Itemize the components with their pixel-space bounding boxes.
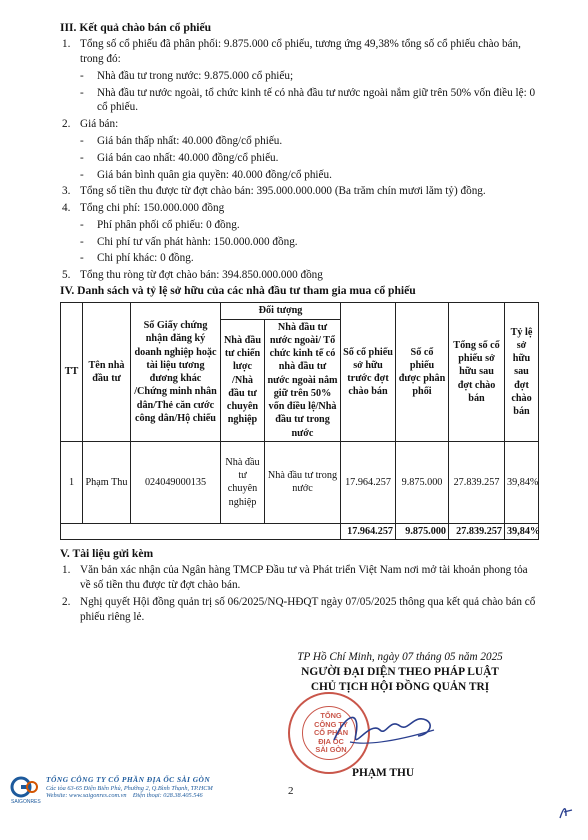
footer-contact: Website: www.saigonres.com.vn Điện thoại: 028.38.405.546 [46, 792, 203, 800]
col-header-ratio: Tỷ lệ sở hữu sau đợt chào bán [505, 303, 539, 442]
company-logo-icon [10, 776, 42, 804]
total-after: 27.839.257 [449, 523, 505, 539]
initial-mark-icon [556, 802, 576, 822]
sub-item: - Chi phí khác: 0 đồng. [80, 252, 194, 265]
col-header-before: Số cổ phiếu sở hữu trước đợt chào bán [341, 303, 396, 442]
footer-text [46, 776, 266, 800]
list-item: 5. Tổng thu ròng từ đợt chào bán: 394.850.000.000 đồng [62, 269, 323, 282]
signer-role-chairman: CHỦ TỊCH HỘI ĐỒNG QUẢN TRỊ [310, 680, 490, 693]
section-4-title: IV. Danh sách và tỷ lệ sở hữu của các nhà đầu tư tham gia mua cổ phiếu [60, 284, 416, 298]
total-allocated: 9.875.000 [396, 523, 449, 539]
signer-role-legal-rep: NGƯỜI ĐẠI DIỆN THEO PHÁP LUẬT [301, 665, 499, 678]
col-header-investor-name: Tên nhà đầu tư [83, 303, 131, 442]
cell-investor-name: Phạm Thu [83, 441, 131, 523]
cell-tt: 1 [61, 441, 83, 523]
section-3-title: III. Kết quả chào bán cổ phiếu [60, 21, 212, 34]
list-item: 4. Tổng chi phí: 150.000.000 đồng [62, 202, 225, 215]
table-total-row [61, 523, 539, 539]
cell-strategic: Nhà đầu tư chuyên nghiệp [221, 441, 265, 523]
sub-item: - Giá bán cao nhất: 40.000 đồng/cổ phiếu. [80, 151, 279, 164]
sub-item: - Chi phí tư vấn phát hành: 150.000.000 đồng. [80, 235, 298, 248]
cell-before: 17.964.257 [341, 441, 396, 523]
sub-item: - Nhà đầu tư nước ngoài, tổ chức kinh tế có nhà đầu tư nước ngoài nắm giữ trên 50% vốn điều lệ: 0 cổ phiếu. [80, 86, 536, 114]
section-5-title: V. Tài liệu gửi kèm [60, 547, 154, 561]
cell-after: 27.839.257 [449, 441, 505, 523]
footer-company: TỔNG CÔNG TY CỔ PHẦN ĐỊA ỐC SÀI GÒN [46, 775, 211, 784]
col-header-id-document: Số Giấy chứng nhận đăng ký doanh nghiệp hoặc tài liệu tương đương khác /Chứng minh nhân dân/Thẻ căn cước công dân/Hộ chiếu [131, 303, 221, 442]
list-item: 1. Văn bản xác nhận của Ngân hàng TMCP Đầu tư và Phát triển Việt Nam nơi mở tài khoản phong tỏa về số tiền thu được từ đợt chào bán. [62, 564, 528, 592]
cell-id-document: 024049000135 [131, 441, 221, 523]
place-date: TP Hồ Chí Minh, ngày 07 tháng 05 năm 2025 [297, 651, 503, 663]
col-header-group: Đối tượng [221, 303, 341, 319]
signer-name: PHẠM THU [352, 767, 415, 779]
col-header-allocated: Số cổ phiếu được phân phối [396, 303, 449, 442]
signature-block [250, 650, 550, 695]
table-header-row [61, 303, 539, 319]
list-item: 2. Giá bán: [62, 118, 119, 131]
sub-item: - Phí phân phối cổ phiếu: 0 đồng. [80, 218, 240, 231]
cell-foreign: Nhà đầu tư trong nước [265, 441, 341, 523]
col-header-strategic: Nhà đầu tư chiến lược /Nhà đầu tư chuyên nghiệp [221, 319, 265, 441]
footer-address: Các tòa 63-65 Điện Biên Phủ, Phường 2, Q.Bình Thạnh, TP.HCM [46, 784, 213, 792]
cell-allocated: 9.875.000 [396, 441, 449, 523]
total-before: 17.964.257 [341, 523, 396, 539]
list-item: 3. Tổng số tiền thu được từ đợt chào bán: 395.000.000.000 (Ba trăm chín mươi lăm tỷ) đồng. [62, 185, 486, 198]
document-body [60, 20, 541, 624]
col-header-foreign: Nhà đầu tư nước ngoài/ Tổ chức kinh tế có nhà đầu tư nước ngoài nắm giữ trên 50% vốn điều lệ/Nhà đầu tư trong nước [265, 319, 341, 441]
seal-text: TỔNG CÔNG TY CỔ PHẦN ĐỊA ỐC SÀI GÒN [313, 711, 349, 755]
cell-ratio: 39,84% [505, 441, 539, 523]
col-header-after: Tổng số cổ phiếu sở hữu sau đợt chào bán [449, 303, 505, 442]
investor-ownership-table [60, 302, 539, 540]
handwritten-signature [330, 700, 440, 760]
sub-item: - Nhà đầu tư trong nước: 9.875.000 cổ phiếu; [80, 69, 294, 82]
sub-item: - Giá bán bình quân gia quyền: 40.000 đồng/cổ phiếu. [80, 168, 332, 181]
svg-text:SAIGONRES: SAIGONRES [11, 799, 41, 804]
col-header-tt: TT [61, 303, 83, 442]
list-item: 1. Tổng số cổ phiếu đã phân phối: 9.875.000 cổ phiếu, tương ứng 49,38% tổng số cổ phiếu chào bán, trong đó: [62, 38, 521, 66]
total-label-cell [61, 523, 341, 539]
table-row [61, 441, 539, 523]
total-ratio: 39,84% [505, 523, 539, 539]
list-item: 2. Nghị quyết Hội đồng quản trị số 06/2025/NQ-HĐQT ngày 07/05/2025 thông qua kết quả chào bán cổ phiếu riêng lẻ. [62, 595, 536, 623]
page-number: 2 [288, 785, 294, 797]
sub-item: - Giá bán thấp nhất: 40.000 đồng/cổ phiếu. [80, 134, 283, 147]
